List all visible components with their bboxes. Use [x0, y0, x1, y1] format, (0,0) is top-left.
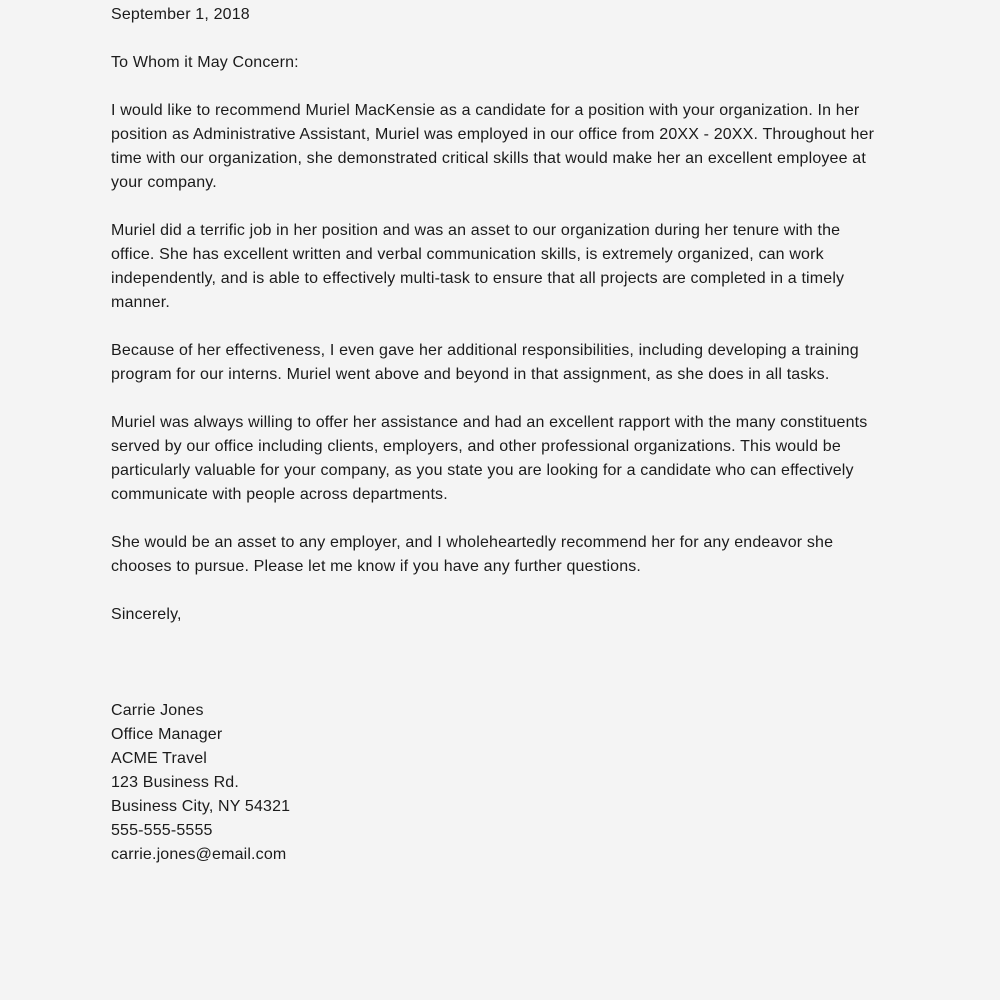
letter-paragraph-4: Muriel was always willing to offer her assistance and had an excellent rapport with the many constituents served by our office including clients, employers, and other professional organizations. This would be particularly valuable for your company, as you state you are looking for a candidate who can effectively communicate with people across departments. [111, 414, 873, 503]
letter-paragraph-5: She would be an asset to any employer, and I wholeheartedly recommend her for any endeavor she chooses to pursue. Please let me know if you have any further questions. [111, 534, 838, 575]
signer-street-address: 123 Business Rd. [111, 774, 239, 791]
handwritten-signature-space [111, 627, 876, 699]
signer-title: Office Manager [111, 726, 223, 743]
signature-block [111, 699, 876, 867]
letter-closing: Sincerely, [111, 606, 182, 623]
letter-salutation: To Whom it May Concern: [111, 54, 299, 71]
letter-paragraph-1: I would like to recommend Muriel MacKensie as a candidate for a position with your organization. In her position as Administrative Assistant, Muriel was employed in our office from 20XX - 20XX. Throughout her time with our organization, she demonstrated critical skills that would make her an excellent employee at your company. [111, 102, 879, 191]
signer-email: carrie.jones@email.com [111, 846, 287, 863]
signer-phone: 555-555-5555 [111, 822, 213, 839]
signer-company: ACME Travel [111, 750, 208, 767]
letter-paragraph-3: Because of her effectiveness, I even gave her additional responsibilities, including developing a training program for our interns. Muriel went above and beyond in that assignment, as she does in all tasks. [111, 342, 864, 383]
signer-city-state-zip: Business City, NY 54321 [111, 798, 291, 815]
signer-name: Carrie Jones [111, 702, 204, 719]
letter-date: September 1, 2018 [111, 6, 250, 23]
letter-body [111, 0, 879, 867]
letter-paragraph-2: Muriel did a terrific job in her position and was an asset to our organization during her tenure with the office. She has excellent written and verbal communication skills, is extremely organized, can work independently, and is able to effectively multi-task to ensure that all projects are completed in a timely manner. [111, 222, 849, 311]
